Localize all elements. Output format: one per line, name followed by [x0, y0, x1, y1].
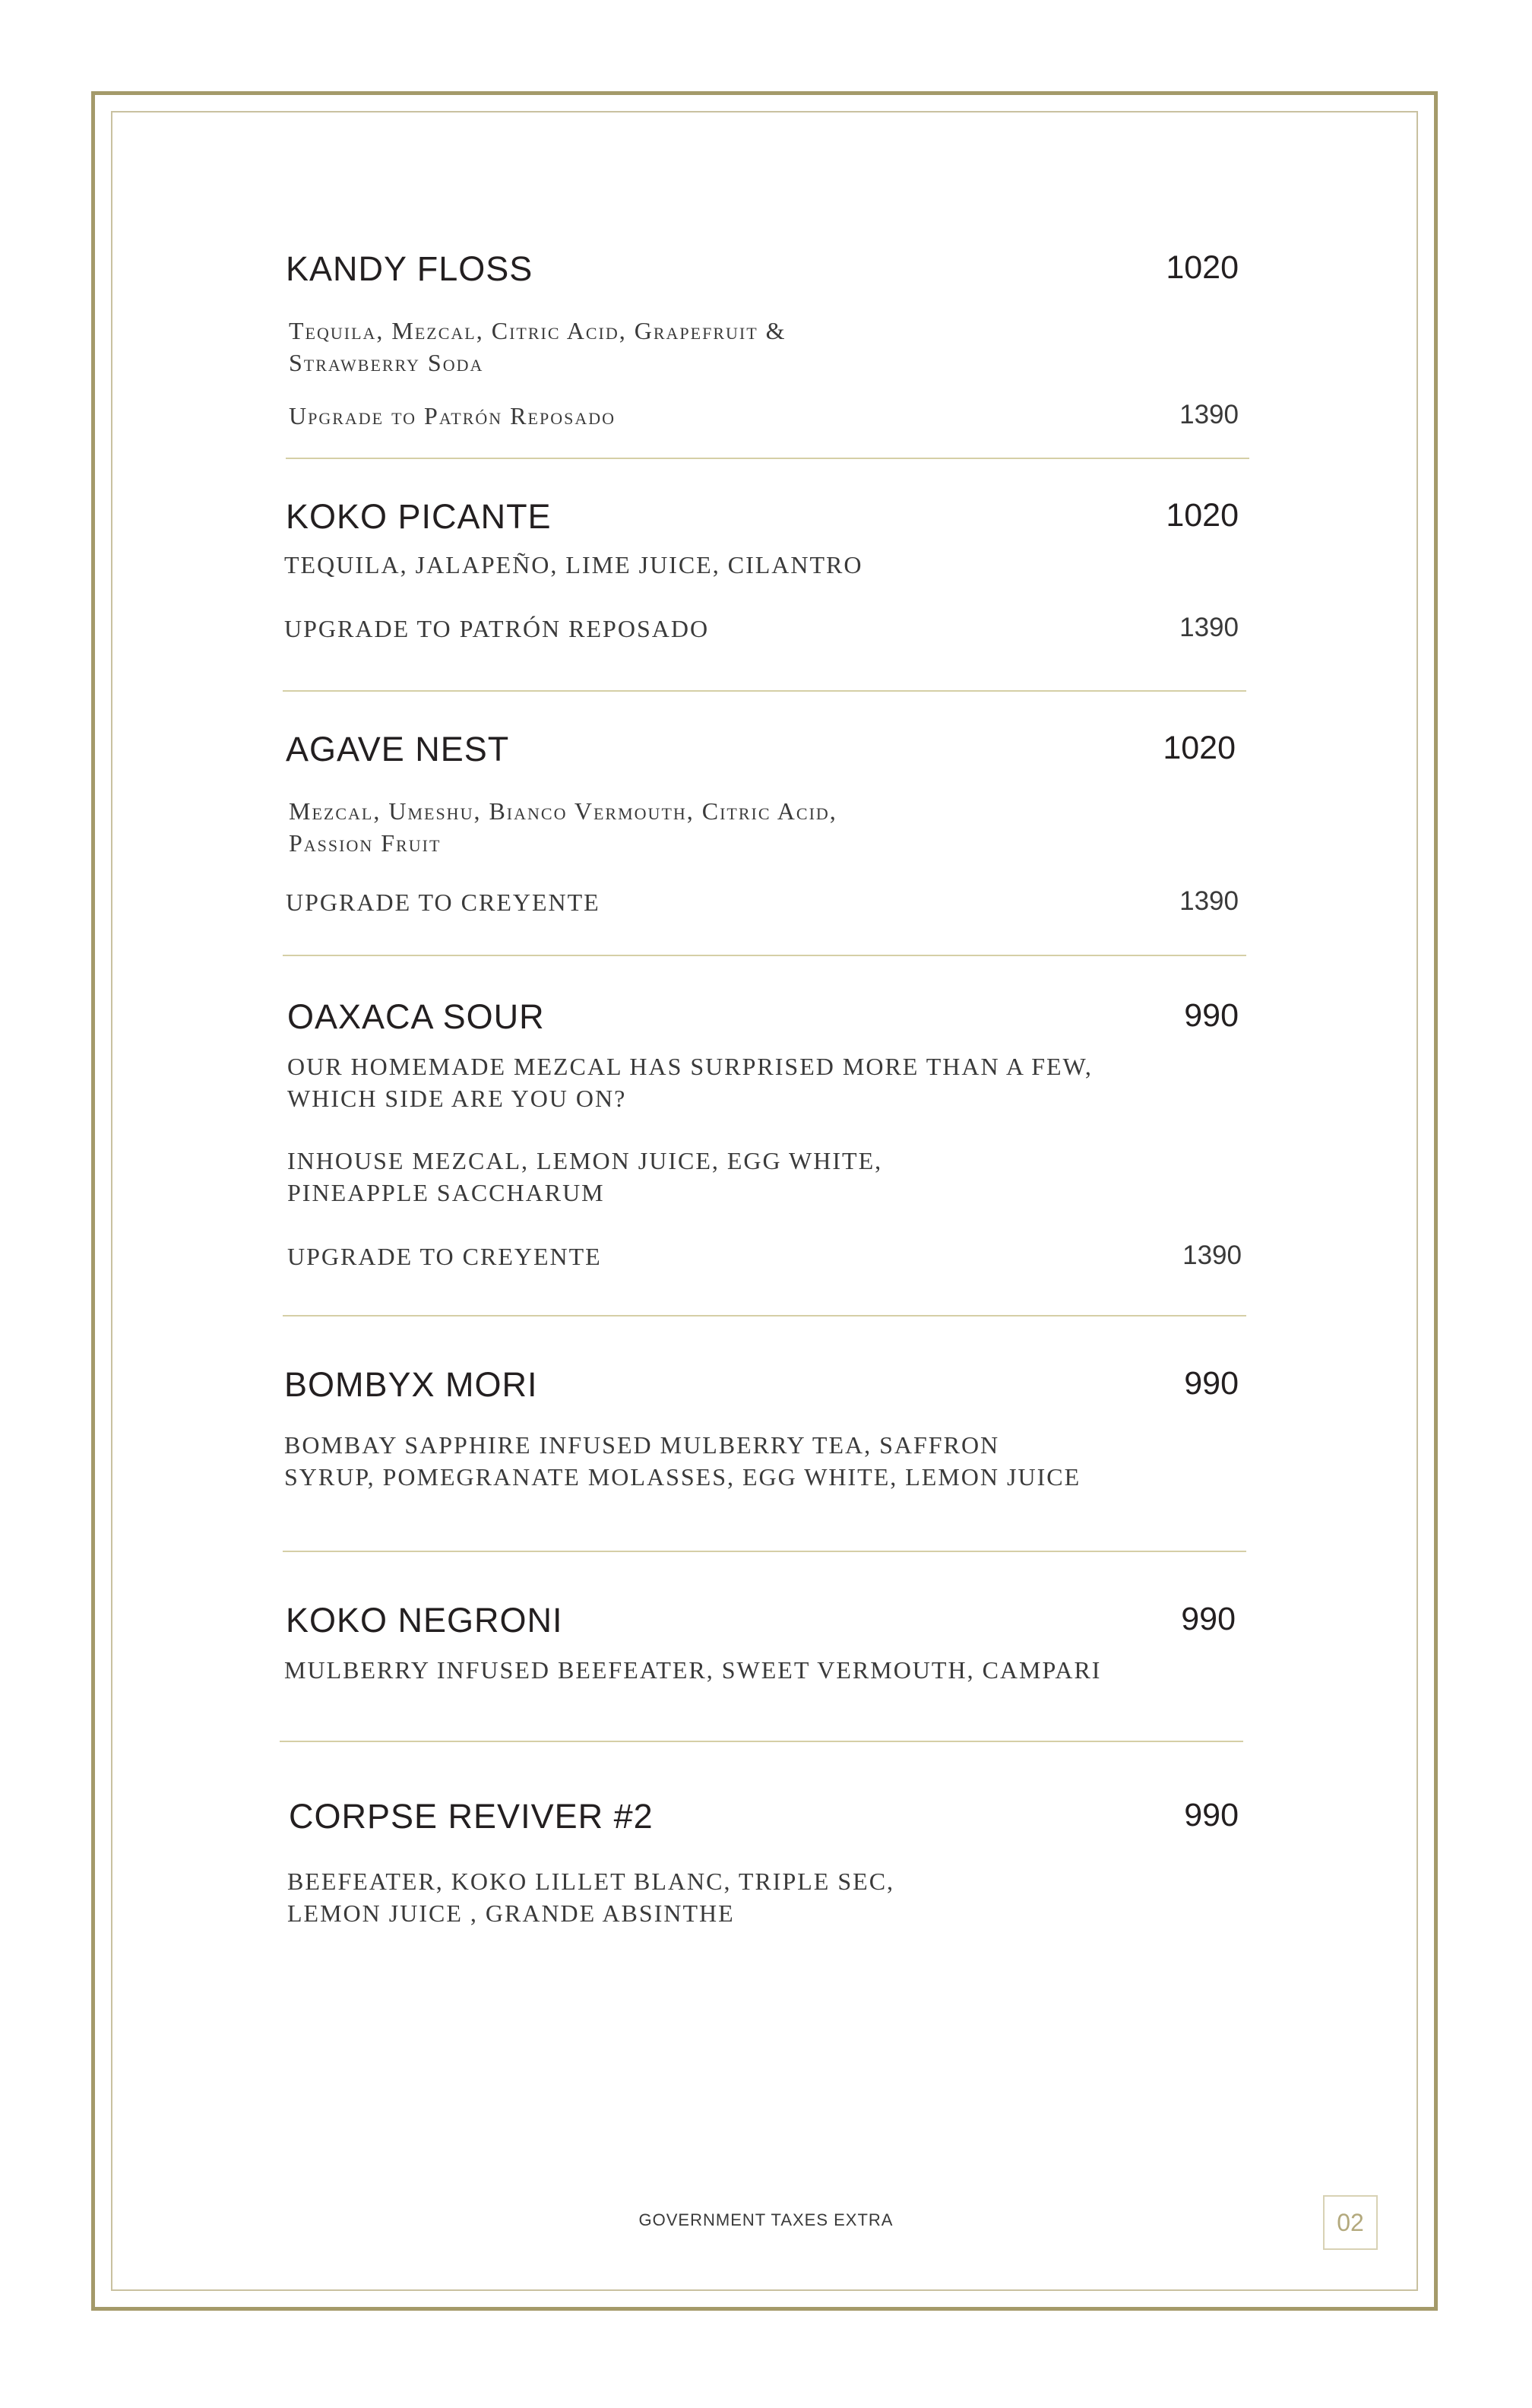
item-description	[287, 1145, 882, 1209]
upgrade-label: Upgrade to Patrón Reposado	[289, 402, 616, 429]
item-name: KOKO PICANTE	[286, 497, 552, 536]
section-divider	[283, 955, 1246, 956]
item-name: KANDY FLOSS	[286, 249, 533, 288]
item-description	[289, 315, 787, 379]
section-divider	[280, 1741, 1243, 1742]
item-name: KOKO NEGRONI	[286, 1601, 563, 1640]
upgrade-price: 1390	[1179, 886, 1239, 916]
item-price: 990	[1184, 1365, 1239, 1402]
section-divider	[283, 1315, 1246, 1316]
description-line: Mezcal, Umeshu, Bianco Vermouth, Citric Acid,	[289, 797, 837, 825]
tagline-line: WHICH SIDE ARE YOU ON?	[287, 1085, 627, 1112]
section-divider	[286, 458, 1249, 459]
item-name: CORPSE REVIVER #2	[289, 1797, 654, 1836]
item-price: 1020	[1166, 497, 1239, 534]
description-line: BEEFEATER, KOKO LILLET BLANC, TRIPLE SEC,	[287, 1868, 895, 1895]
government-taxes-note: GOVERNMENT TAXES EXTRA	[638, 2210, 894, 2229]
section-divider	[283, 1551, 1246, 1552]
item-description	[284, 1429, 1081, 1493]
item-name: BOMBYX MORI	[284, 1365, 538, 1404]
item-description	[289, 795, 837, 859]
item-price: 990	[1181, 1601, 1236, 1637]
upgrade-label: UPGRADE TO CREYENTE	[287, 1243, 602, 1270]
description-line: INHOUSE MEZCAL, LEMON JUICE, EGG WHITE,	[287, 1147, 883, 1174]
description-line: Strawberry Soda	[289, 349, 484, 376]
item-name: AGAVE NEST	[286, 730, 510, 768]
upgrade-label: UPGRADE TO PATRÓN REPOSADO	[284, 615, 710, 642]
section-divider	[283, 690, 1246, 692]
upgrade-price: 1390	[1179, 400, 1239, 429]
item-price: 990	[1184, 997, 1239, 1034]
item-price: 1020	[1166, 249, 1239, 286]
page-number: 02	[1323, 2195, 1378, 2250]
item-price: 990	[1184, 1797, 1239, 1833]
item-description: TEQUILA, JALAPEÑO, LIME JUICE, CILANTRO	[284, 551, 863, 578]
description-line: BOMBAY SAPPHIRE INFUSED MULBERRY TEA, SAFFRON	[284, 1431, 1000, 1459]
description-line: Passion Fruit	[289, 829, 442, 857]
tagline-line: OUR HOMEMADE MEZCAL HAS SURPRISED MORE THAN A FEW,	[287, 1053, 1093, 1080]
item-description	[287, 1865, 894, 1929]
item-description: MULBERRY INFUSED BEEFEATER, SWEET VERMOUTH, CAMPARI	[284, 1656, 1102, 1684]
description-line: LEMON JUICE , GRANDE ABSINTHE	[287, 1899, 735, 1927]
item-price: 1020	[1163, 730, 1236, 766]
upgrade-label: UPGRADE TO CREYENTE	[286, 889, 600, 916]
upgrade-price: 1390	[1179, 613, 1239, 642]
description-line: Tequila, Mezcal, Citric Acid, Grapefruit &	[289, 317, 787, 344]
description-line: PINEAPPLE SACCHARUM	[287, 1179, 605, 1206]
upgrade-price: 1390	[1182, 1240, 1242, 1270]
item-tagline	[287, 1050, 1093, 1114]
item-name: OAXACA SOUR	[287, 997, 545, 1036]
description-line: SYRUP, POMEGRANATE MOLASSES, EGG WHITE, LEMON JUICE	[284, 1463, 1081, 1491]
